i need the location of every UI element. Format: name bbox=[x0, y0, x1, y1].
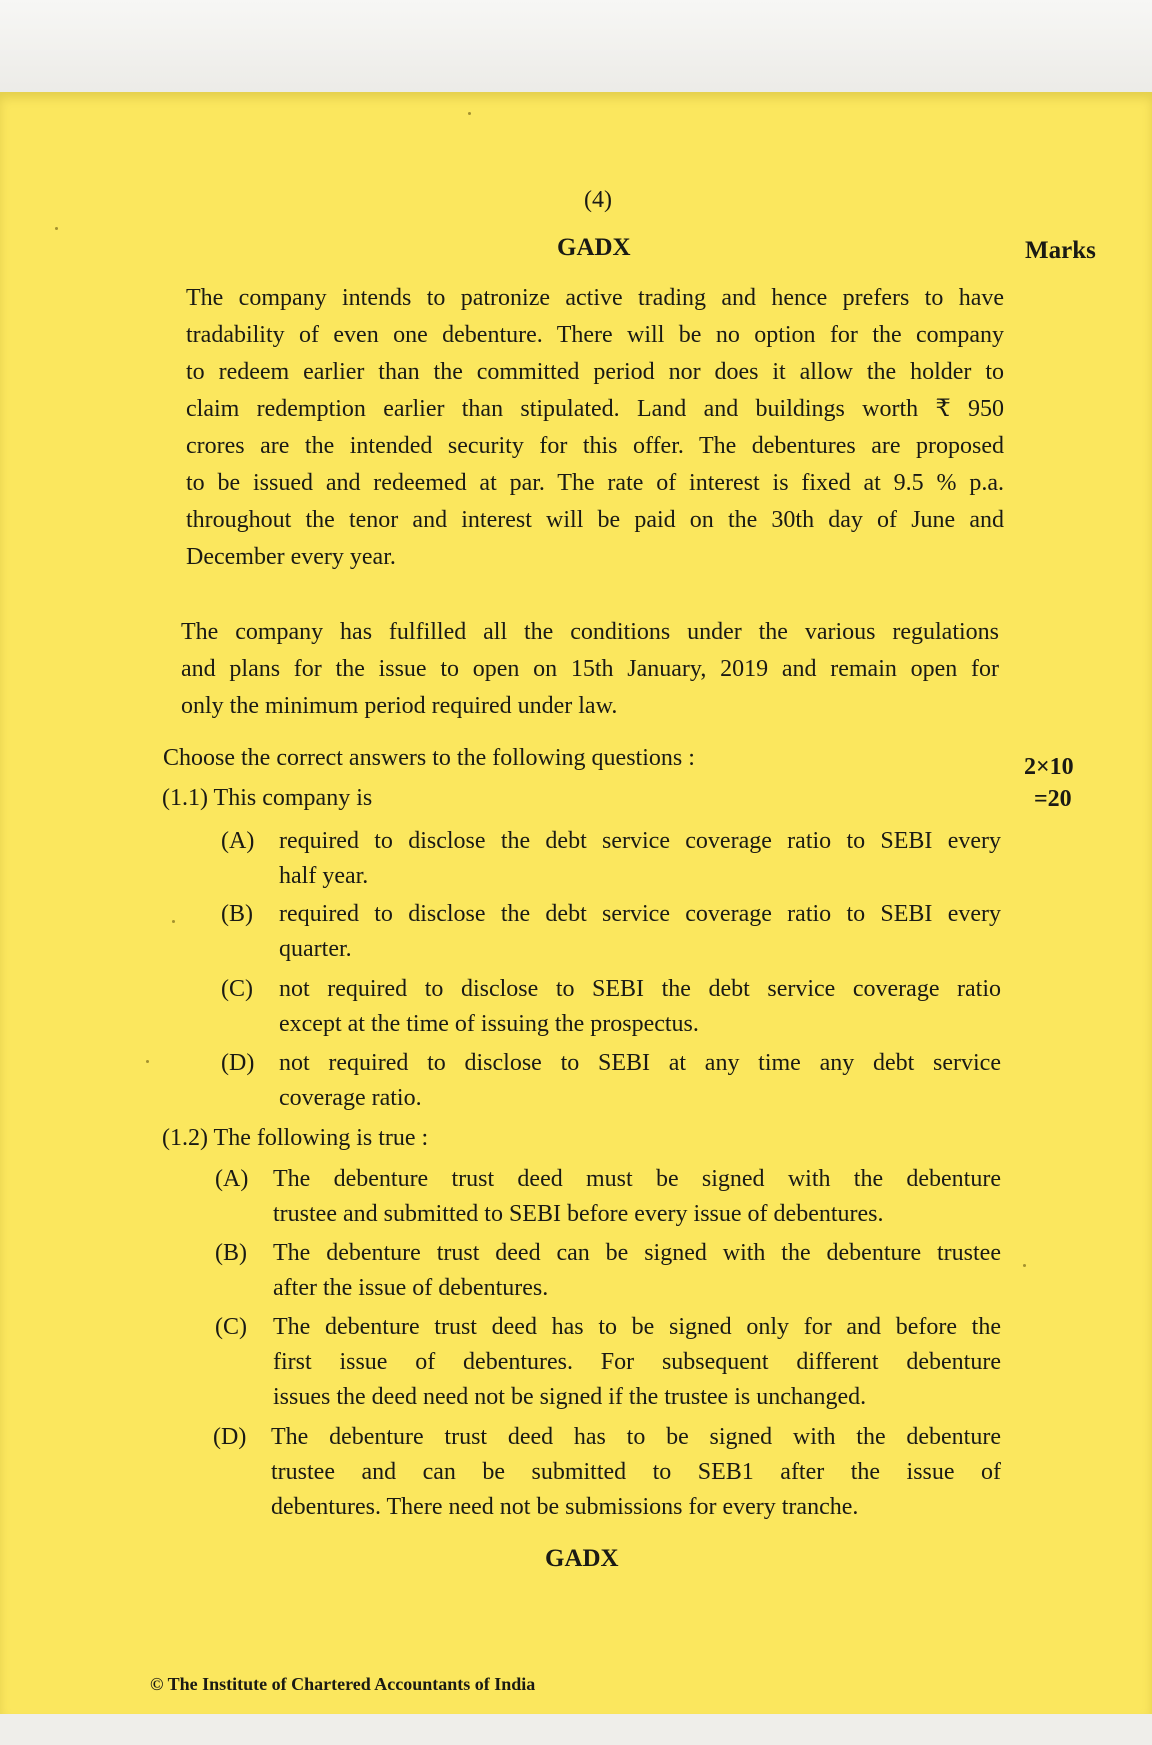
option-text-line: trustee and submitted to SEBI before every issue of debentures. bbox=[273, 1201, 884, 1227]
option-text-line: The debenture trust deed can be signed with the debenture trustee bbox=[273, 1240, 1001, 1266]
option-text-line: The debenture trust deed must be signed with the debenture bbox=[273, 1166, 1001, 1192]
option-letter: (C) bbox=[221, 976, 253, 1002]
paper-speck bbox=[55, 227, 58, 230]
scan-background-bottom bbox=[0, 1714, 1152, 1745]
option-letter: (B) bbox=[215, 1240, 247, 1266]
paper-speck bbox=[468, 112, 471, 115]
question-1-1-label: (1.1) This company is bbox=[162, 785, 373, 811]
copyright-notice: © The Institute of Chartered Accountants of India bbox=[150, 1674, 536, 1694]
option-text-line: half year. bbox=[279, 863, 369, 889]
option-text-line: first issue of debentures. For subsequent different debenture bbox=[273, 1349, 1001, 1375]
paragraph-line: to redeem earlier than the committed period nor does it allow the holder to bbox=[186, 359, 1004, 385]
marks-allocation: 2×10 bbox=[1024, 754, 1074, 780]
option-letter: (B) bbox=[221, 901, 253, 927]
paragraph-line: only the minimum period required under law. bbox=[181, 693, 618, 719]
paragraph-line: crores are the intended security for this offer. The debentures are proposed bbox=[186, 433, 1004, 459]
option-text-line: not required to disclose to SEBI at any time any debt service bbox=[279, 1050, 1001, 1076]
option-text-line: coverage ratio. bbox=[279, 1085, 422, 1111]
option-text-line: issues the deed need not be signed if the trustee is unchanged. bbox=[273, 1384, 867, 1410]
option-text-line: after the issue of debentures. bbox=[273, 1275, 549, 1301]
case-paragraph-2 bbox=[181, 614, 999, 725]
paper-code-header: GADX bbox=[557, 234, 631, 261]
paragraph-line: The company intends to patronize active trading and hence prefers to have bbox=[186, 285, 1004, 311]
scan-background-top bbox=[0, 0, 1152, 95]
page-number: (4) bbox=[584, 187, 612, 213]
instructions: Choose the correct answers to the following questions : bbox=[163, 745, 695, 771]
paragraph-line: and plans for the issue to open on 15th January, 2019 and remain open for bbox=[181, 656, 999, 682]
paragraph-line: claim redemption earlier than stipulated. Land and buildings worth ₹ 950 bbox=[186, 396, 1004, 422]
option-text-line: required to disclose the debt service coverage ratio to SEBI every bbox=[279, 828, 1001, 854]
marks-total: =20 bbox=[1034, 786, 1072, 812]
option-text-line: required to disclose the debt service coverage ratio to SEBI every bbox=[279, 901, 1001, 927]
option-letter: (D) bbox=[213, 1424, 247, 1450]
paper-speck bbox=[172, 920, 175, 923]
option-letter: (A) bbox=[215, 1166, 249, 1192]
paragraph-line: The company has fulfilled all the conditions under the various regulations bbox=[181, 619, 999, 645]
paper-speck bbox=[146, 1060, 149, 1063]
option-text-line: quarter. bbox=[279, 936, 352, 962]
paragraph-line: throughout the tenor and interest will be paid on the 30th day of June and bbox=[186, 507, 1004, 533]
option-text-line: The debenture trust deed has to be signed only for and before the bbox=[273, 1314, 1001, 1340]
paragraph-line: December every year. bbox=[186, 544, 396, 570]
paragraph-line: tradability of even one debenture. There will be no option for the company bbox=[186, 322, 1004, 348]
marks-column-label: Marks bbox=[1025, 237, 1096, 264]
option-text-line: except at the time of issuing the prospectus. bbox=[279, 1011, 699, 1037]
question-1-2-label: (1.2) The following is true : bbox=[162, 1125, 429, 1151]
paper-code-footer: GADX bbox=[545, 1545, 619, 1572]
paragraph-line: to be issued and redeemed at par. The rate of interest is fixed at 9.5 % p.a. bbox=[186, 470, 1004, 496]
case-paragraph-1 bbox=[186, 280, 1004, 576]
option-text-line: not required to disclose to SEBI the debt service coverage ratio bbox=[279, 976, 1001, 1002]
option-letter: (A) bbox=[221, 828, 255, 854]
option-letter: (C) bbox=[215, 1314, 247, 1340]
option-text-line: The debenture trust deed has to be signed with the debenture bbox=[271, 1424, 1001, 1450]
option-text-line: debentures. There need not be submissions for every tranche. bbox=[271, 1494, 859, 1520]
option-text-line: trustee and can be submitted to SEB1 after the issue of bbox=[271, 1459, 1001, 1485]
option-letter: (D) bbox=[221, 1050, 255, 1076]
paper-speck bbox=[1023, 1264, 1026, 1267]
